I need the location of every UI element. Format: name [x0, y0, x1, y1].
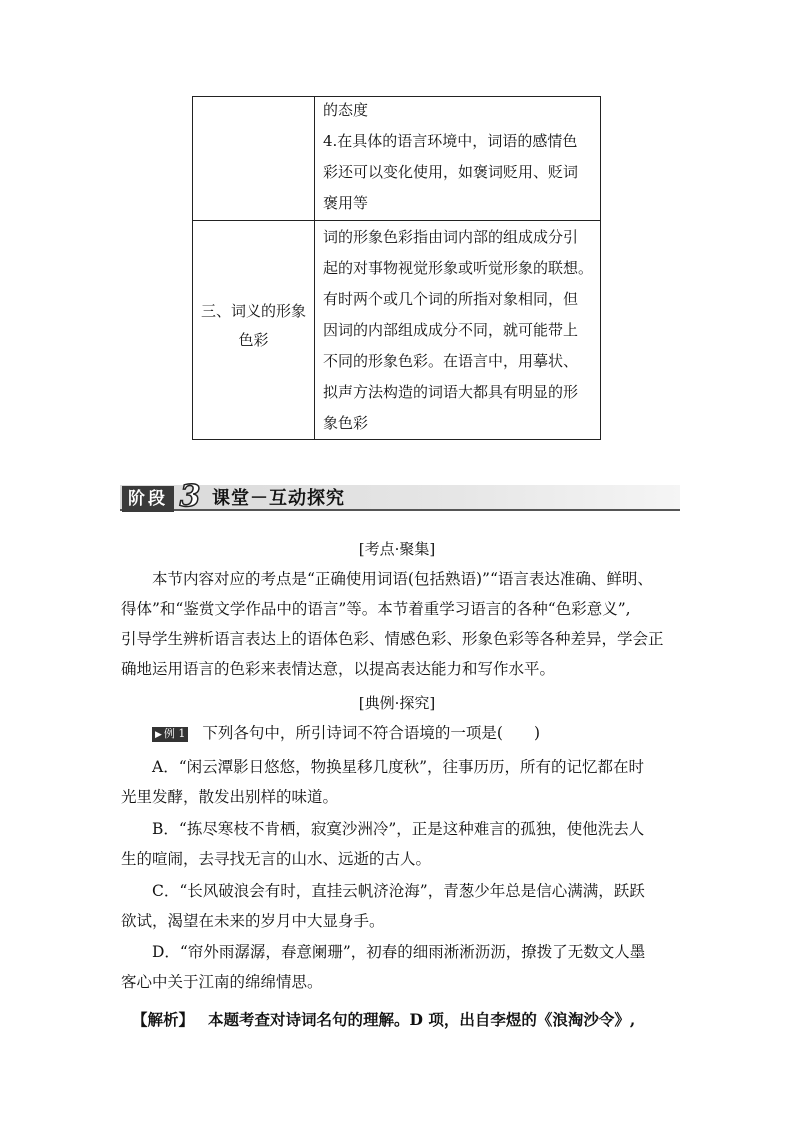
table-row-divider [193, 220, 600, 221]
table-row2-content [323, 222, 600, 439]
question-line [121, 718, 674, 748]
option-line: 客心中关于江南的绵绵情思。 [121, 973, 323, 991]
option-line: C．“长风破浪会有时，直挂云帆济沧海”，青葱少年总是信心满满，跃跃 [152, 882, 645, 900]
example-tag-label: 例 1 [163, 727, 186, 740]
option-line: A．“闲云潭影日悠悠，物换星移几度秋”，往事历历，所有的记忆都在时 [152, 758, 645, 776]
example-tag [152, 727, 188, 742]
analysis-paragraph [121, 1005, 674, 1035]
table-text-line: 象色彩 [323, 414, 369, 432]
table-text-line: 的态度 [323, 101, 369, 119]
option-c [121, 876, 674, 936]
play-icon: ▶ [155, 730, 162, 740]
table-column-divider [314, 97, 315, 439]
table-row1-content [323, 95, 600, 219]
question-text: 下列各句中，所引诗词不符合语境的一项是( ) [202, 724, 541, 742]
option-d [121, 937, 674, 997]
intro-paragraph [121, 564, 674, 684]
table-row2-label [193, 297, 314, 355]
option-line: 欲试，渴望在未来的岁月中大显身手。 [121, 912, 385, 930]
option-line: D．“帘外雨潺潺，春意阑珊”，初春的细雨淅淅沥沥，撩拨了无数文人墨 [152, 943, 646, 961]
table-text-line: 拟声方法构造的词语大都具有明显的形 [323, 383, 579, 401]
table-text-line: 彩还可以变化使用，如褒词贬用、贬词 [323, 163, 579, 181]
option-a [121, 752, 674, 812]
table-text-line: 有时两个或几个词的所指对象相同，但 [323, 290, 579, 308]
analysis-label: 【解析】 [132, 1010, 195, 1029]
table-text-line: 不同的形象色彩。在语言中，用摹状、 [323, 352, 579, 370]
definition-table-fragment [192, 96, 601, 440]
section-title: 课堂－互动探究 [212, 488, 345, 509]
table-text-line: 起的对事物视觉形象或听觉形象的联想。 [323, 259, 594, 277]
stage-label: 阶段 [122, 486, 174, 512]
section-banner [120, 481, 680, 513]
stage-number: 3 [179, 479, 201, 514]
example-question [121, 718, 674, 748]
paragraph-line: 引导学生辨析语言表达上的语体色彩、情感色彩、形象色彩等各种差异，学会正 [121, 630, 664, 648]
paragraph-line: 得体”和“鉴赏文学作品中的语言”等。本节着重学习语言的各种“色彩意义”, [121, 600, 631, 618]
option-line: 生的喧闹，去寻找无言的山水、远逝的古人。 [121, 850, 432, 868]
table-text-line: 因词的内部组成成分不同，就可能带上 [323, 321, 579, 339]
banner-bar [120, 485, 680, 511]
paragraph-line: 本节内容对应的考点是“正确使用词语(包括熟语)”“语言表达准确、鲜明、 [152, 570, 653, 588]
subsection-heading-dianli: [典例·探究] [358, 694, 436, 712]
analysis-text: 本题考查对诗词名句的理解。D 项，出自李煜的《浪淘沙令》, [208, 1010, 636, 1029]
table-text-line: 褒用等 [323, 194, 369, 212]
option-line: B．“拣尽寒枝不肯栖，寂寞沙洲冷”，正是这种难言的孤独，使他洗去人 [152, 820, 645, 838]
option-line: 光里发酵，散发出别样的味道。 [121, 788, 339, 806]
analysis-line [121, 1005, 674, 1035]
subsection-heading-kaodian: [考点·聚集] [358, 540, 436, 558]
table-text-line: 4.在具体的语言环境中，词语的感情色 [323, 132, 578, 150]
option-b [121, 814, 674, 874]
table-text-line: 词的形象色彩指由词内部的组成成分引 [323, 228, 579, 246]
paragraph-line: 确地运用语言的色彩来表情达意，以提高表达能力和写作水平。 [121, 660, 556, 678]
table-label-line: 三、词义的形象 [200, 302, 306, 320]
table-label-line: 色彩 [238, 331, 269, 349]
